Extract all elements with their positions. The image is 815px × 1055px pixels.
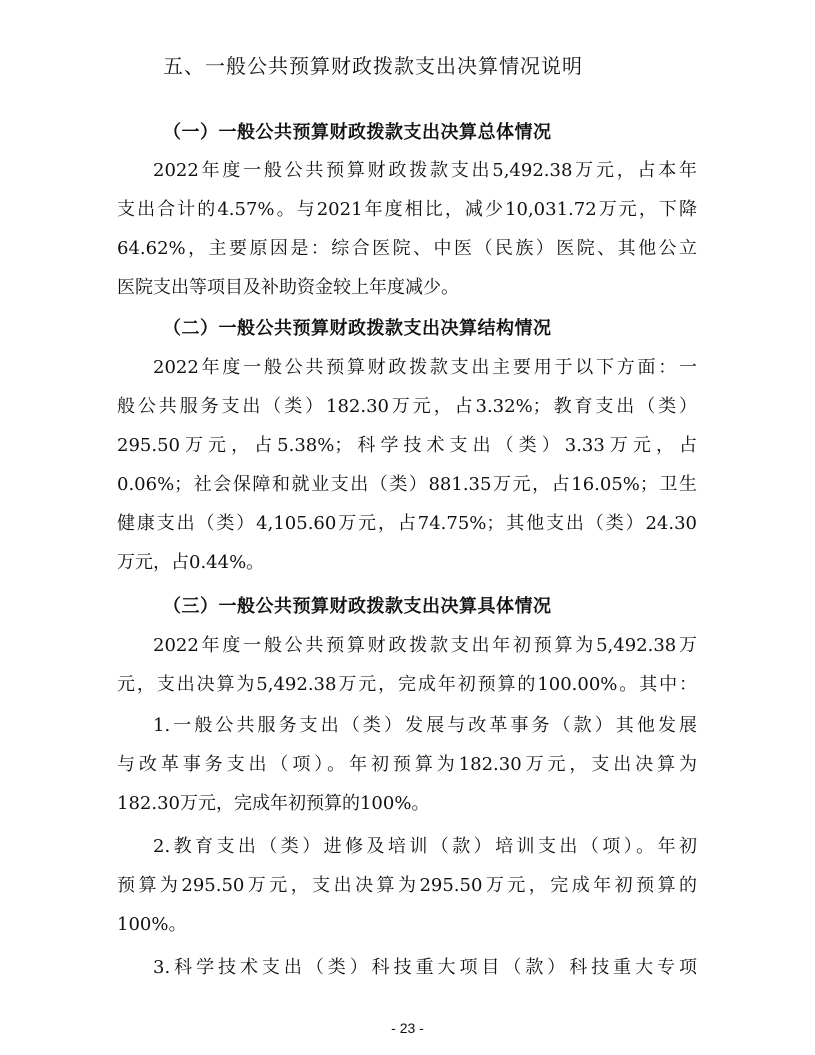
paragraph-line: 万元，占0.44%。 bbox=[117, 552, 265, 573]
paragraph-line: 64.62%，主要原因是：综合医院、中医（民族）医院、其他公立 bbox=[117, 238, 697, 259]
subsection-title-1: （一）一般公共预算财政拨款支出决算总体情况 bbox=[163, 122, 552, 143]
paragraph-line: 1.一般公共服务支出（类）发展与改革事务（款）其他发展 bbox=[153, 715, 697, 736]
paragraph-line: 2022年度一般公共预算财政拨款支出年初预算为5,492.38万 bbox=[153, 635, 697, 656]
paragraph-line: 2022年度一般公共预算财政拨款支出5,492.38万元，占本年 bbox=[153, 160, 697, 181]
paragraph-line: 100%。 bbox=[117, 914, 187, 935]
paragraph-line: 健康支出（类）4,105.60万元，占74.75%；其他支出（类）24.30 bbox=[117, 513, 697, 534]
paragraph-line: 医院支出等项目及补助资金较上年度减少。 bbox=[117, 277, 459, 298]
subsection-title-2: （二）一般公共预算财政拨款支出决算结构情况 bbox=[163, 318, 552, 339]
paragraph-line: 2.教育支出（类）进修及培训（款）培训支出（项）。年初 bbox=[153, 836, 697, 857]
paragraph-line: 0.06%；社会保障和就业支出（类）881.35万元，占16.05%；卫生 bbox=[117, 474, 697, 495]
paragraph-line: 3.科学技术支出（类）科技重大项目（款）科技重大专项 bbox=[153, 957, 697, 978]
paragraph-line: 预算为295.50万元，支出决算为295.50万元，完成年初预算的 bbox=[117, 875, 697, 896]
page-number: - 23 - bbox=[391, 1020, 424, 1036]
paragraph-line: 支出合计的4.57%。与2021年度相比，减少10,031.72万元，下降 bbox=[117, 199, 697, 220]
paragraph-line: 般公共服务支出（类）182.30万元，占3.32%；教育支出（类） bbox=[117, 396, 697, 417]
subsection-title-3: （三）一般公共预算财政拨款支出决算具体情况 bbox=[163, 596, 552, 617]
paragraph-line: 元，支出决算为5,492.38万元，完成年初预算的100.00%。其中： bbox=[117, 674, 697, 695]
paragraph-line: 182.30万元，完成年初预算的100%。 bbox=[117, 793, 430, 814]
section-heading: 五、一般公共预算财政拨款支出决算情况说明 bbox=[163, 54, 583, 78]
paragraph-line: 295.50万元，占5.38%；科学技术支出（类）3.33万元，占 bbox=[117, 435, 697, 456]
paragraph-line: 2022年度一般公共预算财政拨款支出主要用于以下方面：一 bbox=[153, 357, 697, 378]
paragraph-line: 与改革事务支出（项）。年初预算为182.30万元，支出决算为 bbox=[117, 754, 697, 775]
